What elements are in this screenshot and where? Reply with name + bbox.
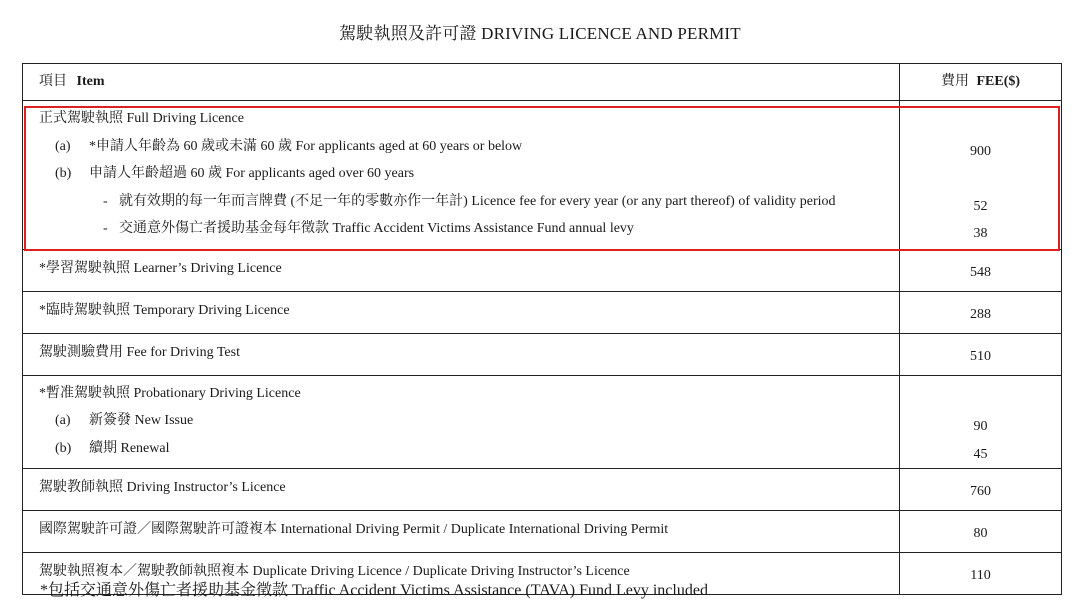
probationary-fee-cell <box>900 375 1062 469</box>
probationary-b <box>55 435 899 463</box>
marker-a: (a) <box>55 138 71 154</box>
fee-b2: 38 <box>973 226 988 241</box>
header-fee-en: FEE($) <box>976 74 1021 89</box>
row-item-cell <box>23 291 900 333</box>
full-licence-b1-text: 就有效期的每一年而言牌費 (不足一年的零數亦作一年計) Licence fee for every year (or any part thereof) of validity period <box>119 193 836 209</box>
row-fee: 510 <box>970 348 991 364</box>
table-row <box>23 249 1062 291</box>
dash-b2: - <box>103 221 108 236</box>
full-licence-fee-cell <box>900 101 1062 250</box>
probationary-item-cell <box>23 375 900 469</box>
table-row <box>23 511 1062 553</box>
table-row <box>23 469 1062 511</box>
row-text: 駕駛執照複本／駕駛教師執照複本 Duplicate Driving Licence / Duplicate Driving Instructor’s Licence <box>39 564 630 579</box>
marker-a: (a) <box>55 413 71 428</box>
spacer <box>900 165 1061 193</box>
header-fee-cell <box>900 64 1062 101</box>
full-licence-b-text: 申請人年齡超過 60 歲 For applicants aged over 60 years <box>89 166 415 181</box>
row-fee-cell <box>900 469 1062 511</box>
fee-a: 900 <box>970 143 991 159</box>
marker-b: (b) <box>55 166 72 181</box>
row-item-cell <box>23 469 900 511</box>
row-item-cell <box>23 511 900 553</box>
row-text: 國際駕駛許可證／國際駕駛許可證複本 International Driving Permit / Duplicate International Driving Permit <box>39 522 669 537</box>
full-licence-a-text: *申請人年齡為 60 歲或未滿 60 歲 For applicants aged at 60 years or below <box>89 138 523 154</box>
full-licence-b <box>55 160 899 188</box>
full-licence-b2-text: 交通意外傷亡者援助基金每年徵款 Traffic Accident Victims Assistance Fund annual levy <box>119 221 634 236</box>
row-fee-cell <box>900 333 1062 375</box>
header-item-cell <box>23 64 900 101</box>
marker-b: (b) <box>55 440 72 456</box>
row-fee: 548 <box>970 264 991 280</box>
header-item-en: Item <box>76 74 105 89</box>
fee-renewal: 45 <box>973 446 988 462</box>
full-licence-a <box>55 133 899 161</box>
header-fee-cn: 費用 <box>940 74 969 89</box>
full-licence-b1 <box>103 188 899 216</box>
row-fee: 760 <box>970 484 991 499</box>
full-licence-heading: 正式駕駛執照 Full Driving Licence <box>39 111 244 126</box>
dash-b1: - <box>103 193 108 209</box>
row-fee: 80 <box>973 526 988 541</box>
row-item-cell <box>23 249 900 291</box>
full-licence-item-cell <box>23 101 900 250</box>
row-fee-cell <box>900 511 1062 553</box>
header-item-cn: 項目 <box>39 74 67 89</box>
row-text: 駕駛教師執照 Driving Instructor’s Licence <box>39 480 286 495</box>
table-row <box>23 291 1062 333</box>
probationary-a-text: 新簽發 New Issue <box>89 413 194 428</box>
row-fee-cell <box>900 249 1062 291</box>
probationary-a <box>55 407 899 435</box>
row-fee: 288 <box>970 306 991 322</box>
spacer <box>900 110 1061 138</box>
row-text: 駕駛測驗費用 Fee for Driving Test <box>39 344 240 360</box>
probationary-b-text: 續期 Renewal <box>89 440 170 456</box>
page-title: 駕駛執照及許可證 DRIVING LICENCE AND PERMIT <box>339 24 741 43</box>
row-fee-cell <box>900 553 1062 595</box>
table-header-row <box>23 64 1062 101</box>
row-fee-cell <box>900 291 1062 333</box>
row-fee: 110 <box>970 568 991 583</box>
fee-table <box>22 63 1062 595</box>
row-text: *臨時駕駛執照 Temporary Driving Licence <box>39 302 290 318</box>
footnote: *包括交通意外傷亡者援助基金徵款 Traffic Accident Victims Assistance (TAVA) Fund Levy included <box>40 582 708 599</box>
table-row-full-licence <box>23 101 1062 250</box>
spacer <box>900 386 1061 414</box>
full-licence-b2 <box>103 215 899 243</box>
table-row-probationary <box>23 375 1062 469</box>
probationary-heading: *暫准駕駛執照 Probationary Driving Licence <box>39 385 301 401</box>
fee-b1: 52 <box>973 198 988 214</box>
row-item-cell <box>23 333 900 375</box>
table-row <box>23 333 1062 375</box>
row-text: *學習駕駛執照 Learner’s Driving Licence <box>39 260 282 276</box>
fee-new-issue: 90 <box>973 419 988 434</box>
